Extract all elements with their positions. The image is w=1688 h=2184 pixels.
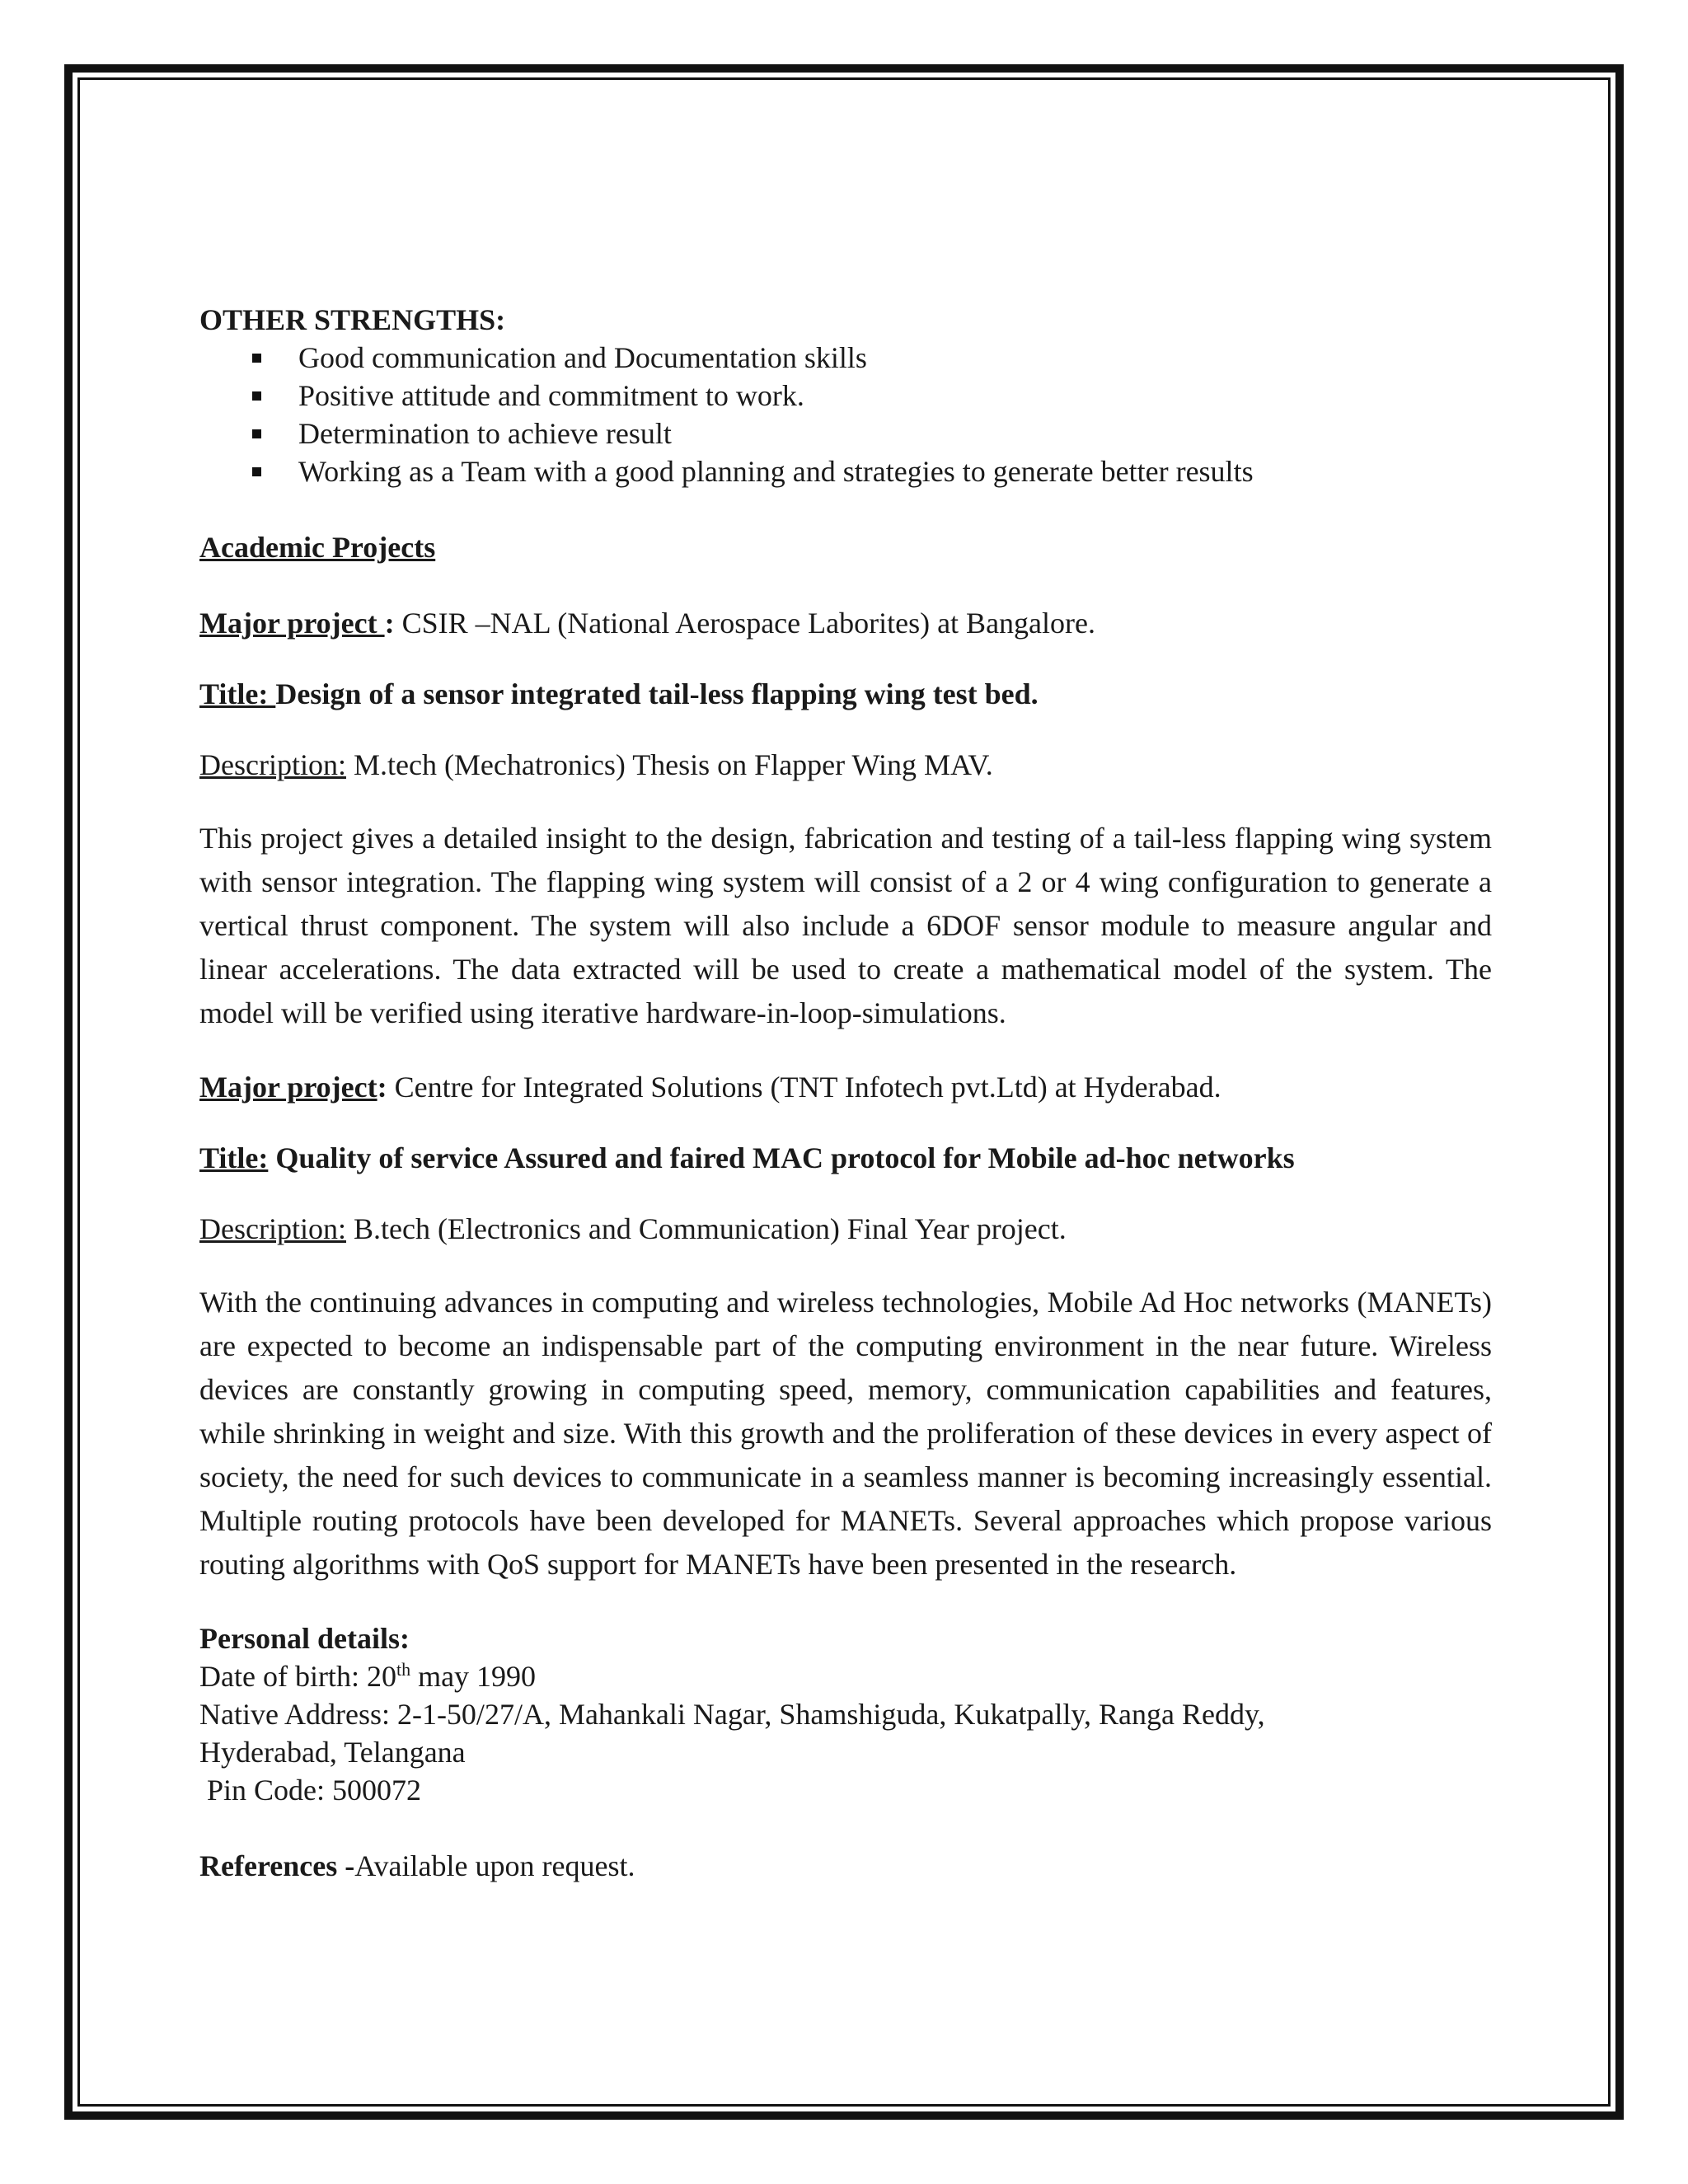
project2-description: Description: B.tech (Electronics and Communication) Final Year project. bbox=[199, 1212, 1067, 1245]
address-line-2: Hyderabad, Telangana bbox=[199, 1736, 466, 1769]
address-line-1: Native Address: 2-1-50/27/A, Mahankali Nagar, Shamshiguda, Kukatpally, Ranga Reddy, bbox=[199, 1698, 1265, 1731]
strengths-list bbox=[199, 339, 1492, 490]
references-line: References -Available upon request. bbox=[199, 1849, 635, 1882]
project2-title: Title: Quality of service Assured and faired MAC protocol for Mobile ad-hoc networks bbox=[199, 1141, 1295, 1174]
project1-title: Title: Design of a sensor integrated tail-less flapping wing test bed. bbox=[199, 677, 1039, 710]
pin-code: Pin Code: 500072 bbox=[199, 1774, 422, 1807]
strengths-heading: OTHER STRENGTHS: bbox=[199, 303, 506, 336]
dob-line: Date of birth: 20th may 1990 bbox=[199, 1659, 537, 1693]
project2-line: Major project: Centre for Integrated Solutions (TNT Infotech pvt.Ltd) at Hyderabad. bbox=[199, 1071, 1221, 1104]
document-body bbox=[199, 301, 1492, 1885]
academic-heading: Academic Projects bbox=[199, 531, 436, 564]
project1-line: Major project : CSIR –NAL (National Aerospace Laborites) at Bangalore. bbox=[199, 607, 1095, 640]
list-item: Working as a Team with a good planning and strategies to generate better results bbox=[199, 452, 1492, 490]
square-bullet-icon bbox=[252, 391, 261, 401]
project1-body: This project gives a detailed insight to the design, fabrication and testing of a tail-less flapping wing system with sensor integration. The flapping wing system will consist of a 2 or 4 wing configuration to generate a vertical thrust component. The system will also include a 6DOF sensor module to measure angular and linear accelerations. The data extracted will be used to create a mathematical model of the system. The model will be verified using iterative hardware-in-loop-simulations. bbox=[199, 822, 1492, 1029]
project1-description: Description: M.tech (Mechatronics) Thesis on Flapper Wing MAV. bbox=[199, 748, 993, 781]
square-bullet-icon bbox=[252, 429, 261, 438]
list-item: Good communication and Documentation skills bbox=[199, 339, 1492, 377]
square-bullet-icon bbox=[252, 354, 261, 363]
personal-heading: Personal details: bbox=[199, 1622, 410, 1655]
square-bullet-icon bbox=[252, 467, 261, 476]
project2-body: With the continuing advances in computing and wireless technologies, Mobile Ad Hoc networks (MANETs) are expected to become an indispensable part of the computing environment in the near future. Wireless devices are constantly growing in computing speed, memory, communication capabilities and features, while shrinking in weight and size. With this growth and the proliferation of these devices in every aspect of society, the need for such devices to communicate in a seamless manner is becoming increasingly essential. Multiple routing protocols have been developed for MANETs. Several approaches which propose various routing algorithms with QoS support for MANETs have been presented in the research. bbox=[199, 1286, 1492, 1581]
list-item: Determination to achieve result bbox=[199, 415, 1492, 452]
list-item: Positive attitude and commitment to work. bbox=[199, 377, 1492, 415]
